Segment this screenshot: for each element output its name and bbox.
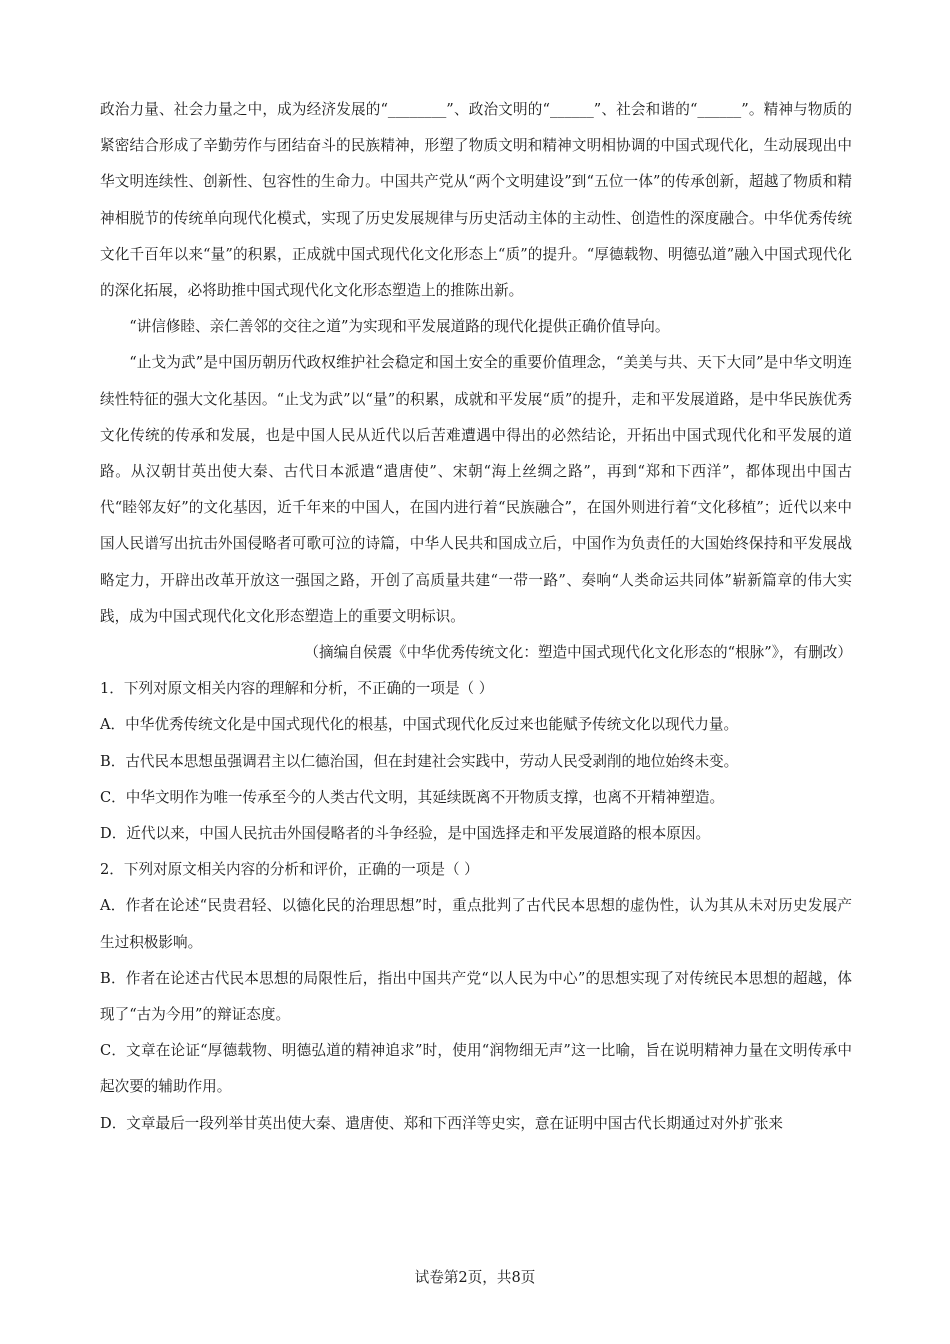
question-2-option-d: D．文章最后一段列举甘英出使大秦、遣唐使、郑和下西洋等史实，意在证明中国古代长期通过对外扩张来: [100, 1114, 784, 1132]
question-1-option-b: B．古代民本思想虽强调君主以仁德治国，但在封建社会实践中，劳动人民受剥削的地位始终未变。: [100, 752, 739, 770]
question-2-option-b: B．作者在论述古代民本思想的局限性后，指出中国共产党“以人民为中心”的思想实现了对传统民本思想的超越，体现了“古为今用”的辩证态度。: [100, 969, 852, 1024]
page-footer: 试卷第2页，共8页: [414, 1269, 536, 1286]
question-1-option-d: D．近代以来，中国人民抗击外国侵略者的斗争经验，是中国选择走和平发展道路的根本原因。: [100, 825, 711, 843]
passage-paragraph-2: “讲信修睦、亲仁善邻的交往之道”为实现和平发展道路的现代化提供正确价值导向。: [129, 318, 670, 336]
question-1-stem: 1．下列对原文相关内容的理解和分析，不正确的一项是（ ）: [100, 680, 494, 698]
question-1-option-a: A．中华优秀传统文化是中国式现代化的根基，中国式现代化反过来也能赋予传统文化以现代力量。: [100, 716, 739, 734]
question-2: [100, 852, 852, 1142]
question-2-stem: 2．下列对原文相关内容的分析和评价，正确的一项是（ ）: [100, 861, 479, 879]
question-2-option-c: C．文章在论证“厚德载物、明德弘道的精神追求”时，使用“润物细无声”这一比喻，旨在说明精神力量在文明传承中起次要的辅助作用。: [100, 1042, 852, 1096]
passage-paragraph-3: “止戈为武”是中国历朝历代政权维护社会稳定和国土安全的重要价值理念，“美美与共、天下大同”是中华文明连续性特征的强大文化基因。“止戈为武”以“量”的积累，成就和平发展“质”的提升，走和平发展道路，是中华民族优秀文化传统的传承和发展，也是中国人民从近代以后苦难遭遇中得出的必然结论，开拓出中国式现代化和平发展的道路。从汉朝甘英出使大秦、古代日本派遣“遣唐使”、宋朝“海上丝绸之路”，再到“郑和下西洋”，都体现出中国古代“睦邻友好”的文化基因，近千年来的中国人，在国内进行着“民族融合”，在国外则进行着“文化移植”；近代以来中国人民谱写出抗击外国侵略者可歌可泣的诗篇，中华人民共和国成立后，中国作为负责任的大国始终保持和平发展战略定力，开辟出改革开放这一强国之路，开创了高质量共建“一带一路”、奏响“人类命运共同体”崭新篇章的伟大实践，成为中国式现代化文化形态塑造上的重要文明标识。: [100, 354, 852, 625]
question-1: [100, 671, 852, 852]
passage-paragraph-1: 政治力量、社会力量之中，成为经济发展的“________”、政治文明的“______”、社会和谐的“______”。精神与物质的紧密结合形成了辛勤劳作与团结奋斗的民族精神，形塑了物质文明和精神文明相协调的中国式现代化，生动展现出中华文明连续性、创新性、包容性的生命力。中国共产党从“两个文明建设”到“五位一体”的传承创新，超越了物质和精神相脱节的传统单向现代化模式，实现了历史发展规律与历史活动主体的主动性、创造性的深度融合。中华优秀传统文化千百年以来“量”的积累，正成就中国式现代化文化形态上“质”的提升。“厚德载物、明德弘道”融入中国式现代化的深化拓展，必将助推中国式现代化文化形态塑造上的推陈出新。: [100, 101, 852, 300]
question-1-option-c: C．中华文明作为唯一传承至今的人类古代文明，其延续既离不开物质支撑，也离不开精神塑造。: [100, 788, 725, 806]
passage: [100, 92, 852, 671]
document-page: [100, 92, 852, 1142]
question-2-option-a: A．作者在论述“民贵君轻、以德化民的治理思想”时，重点批判了古代民本思想的虚伪性，认为其从未对历史发展产生过积极影响。: [100, 897, 852, 951]
passage-source-citation: （摘编自侯震《中华优秀传统文化：塑造中国式现代化文化形态的“根脉”》，有删改）: [304, 644, 852, 662]
